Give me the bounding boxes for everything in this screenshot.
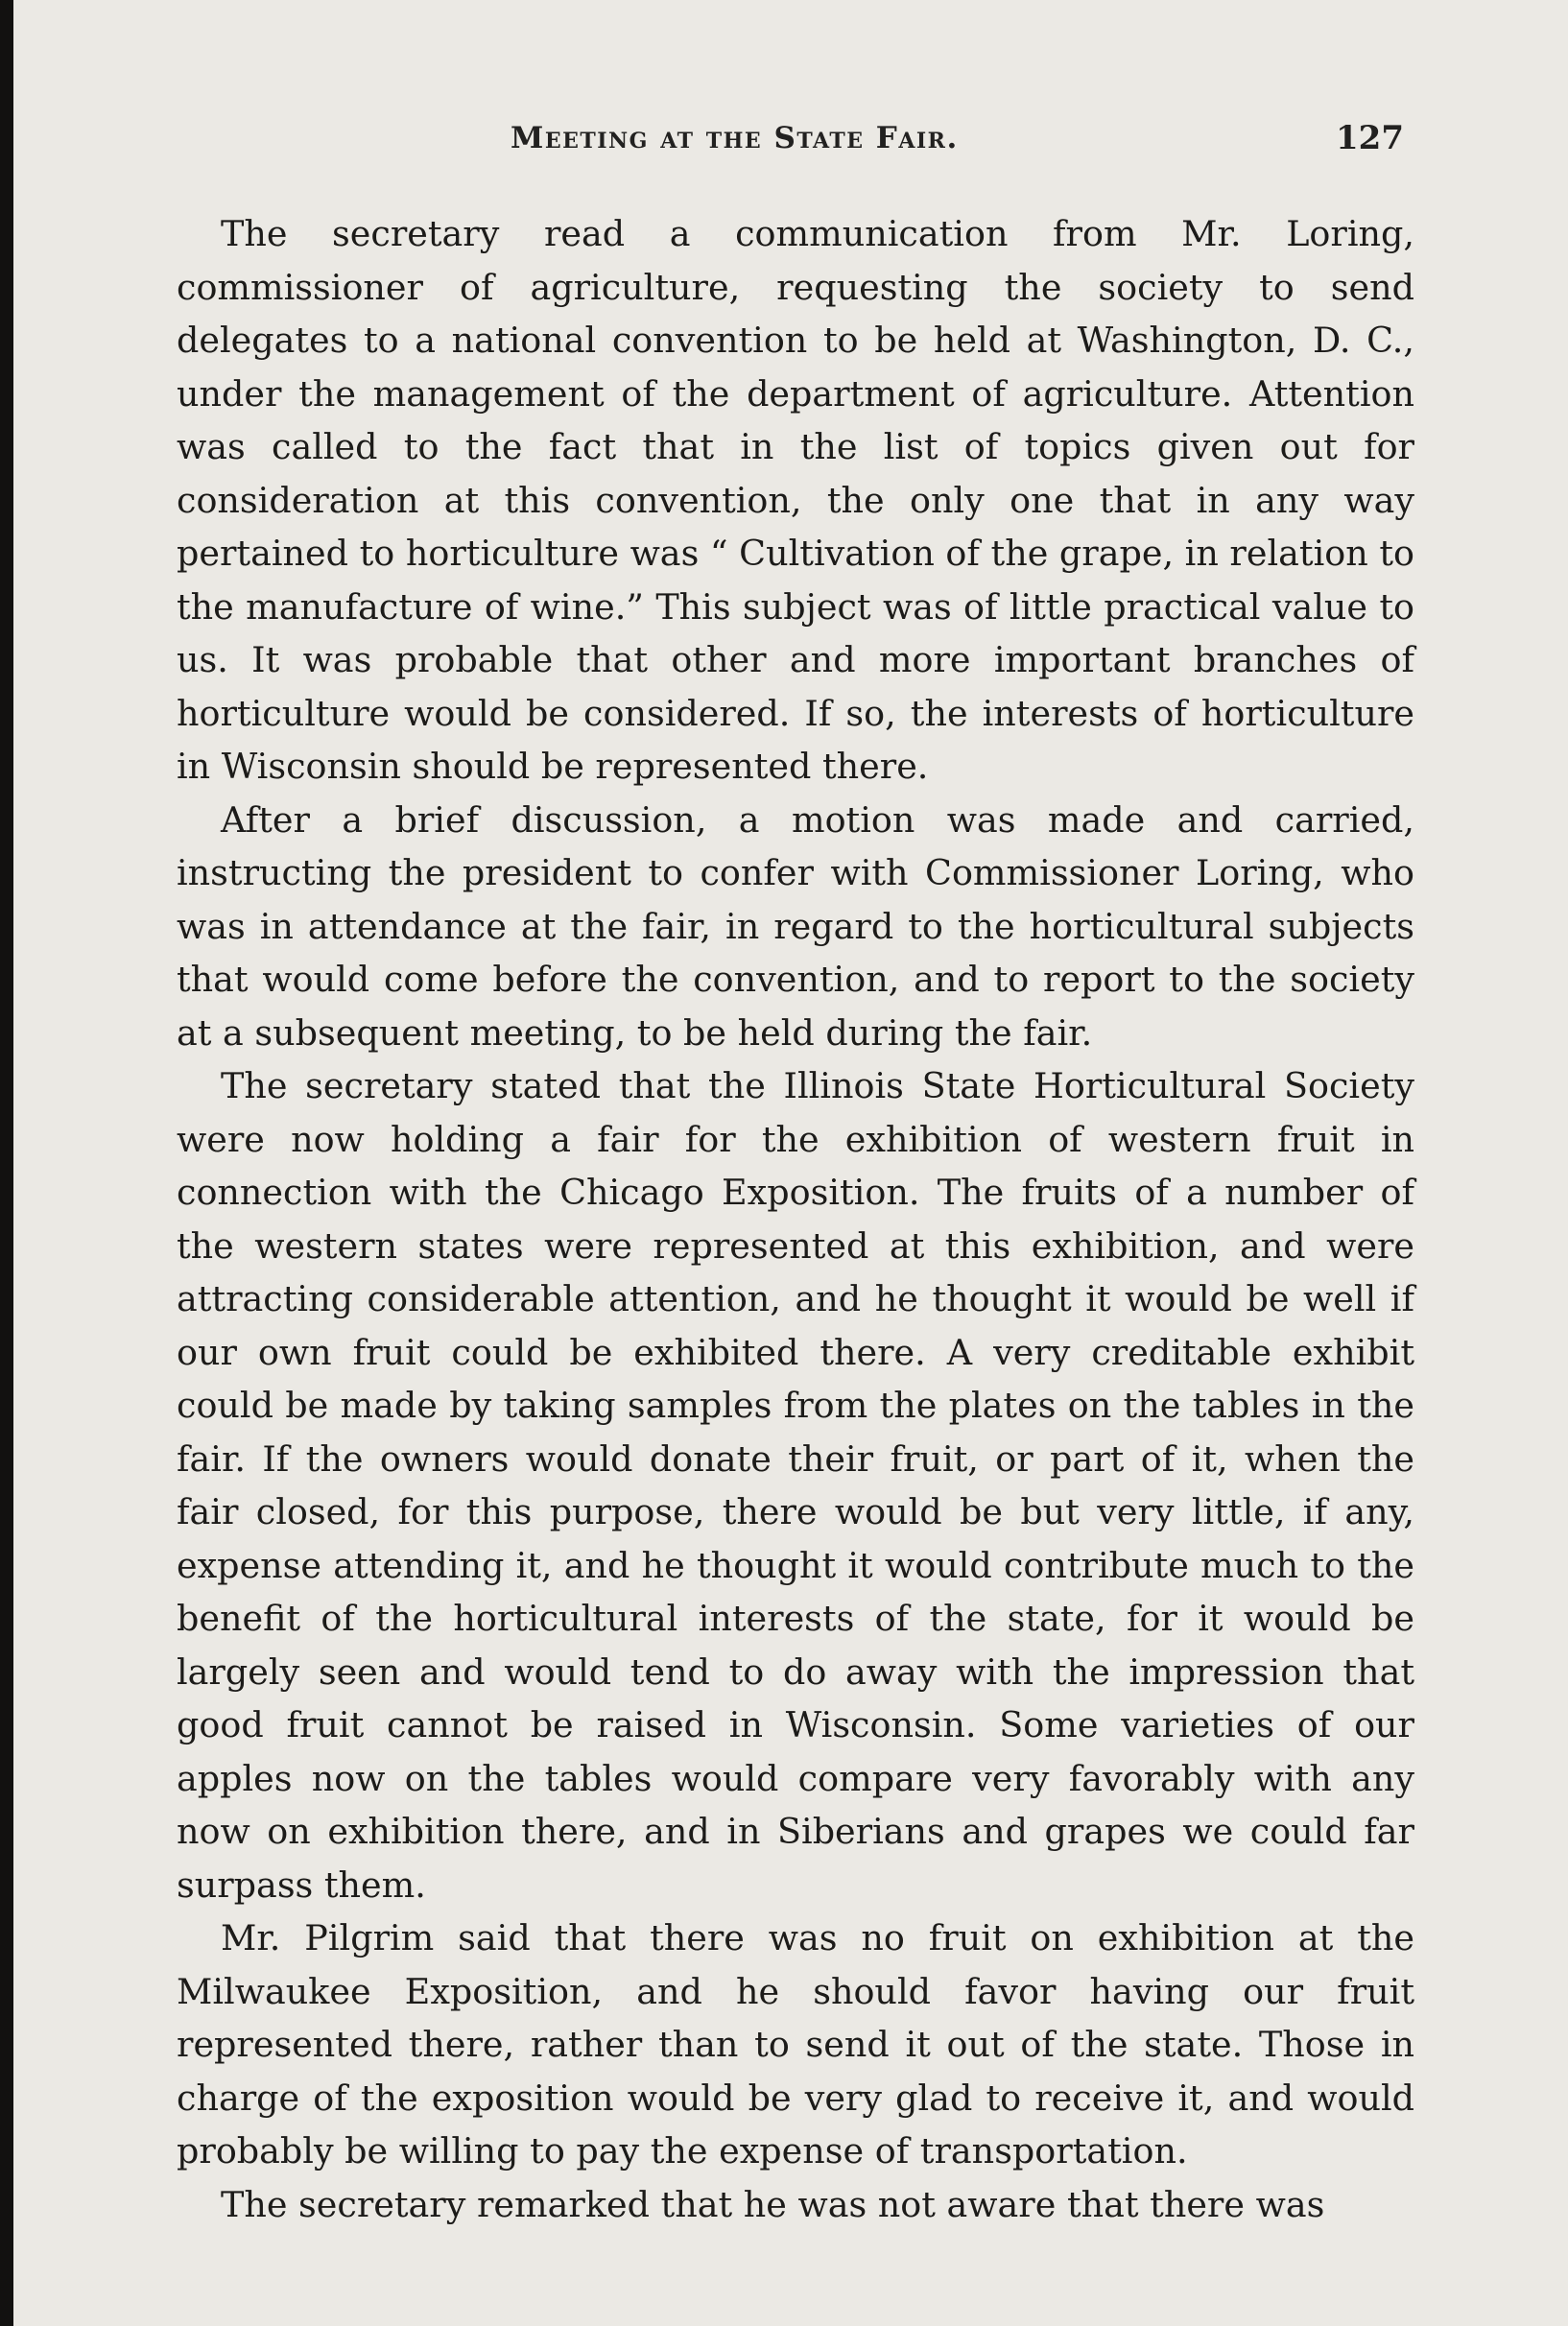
paragraph: The secretary remarked that he was not aware that there was (221, 2183, 1325, 2225)
paragraph: Mr. Pilgrim said that there was no fruit on exhibition at the Milwaukee Exposition, and he should favor having our fruit represented there, rather than to send it out of the state. Those in charge of the exposition would be very glad to receive it, and would probably be willing to pay the expense of transportation. (177, 1917, 1414, 2172)
page-number: 127 (1336, 119, 1404, 157)
page-binding-edge (0, 0, 13, 2326)
paragraph: After a brief discussion, a motion was made and carried, instructing the president to confer with Commissioner Loring, who was in attendance at the fair, in regard to the horticultural subjects that would come before the convention, and to report to the society at a subsequent meeting, to be held during the fair. (177, 798, 1414, 1054)
paragraph: The secretary stated that the Illinois State Horticultural Society were now holding a fair for the exhibition of western fruit in connection with the Chicago Exposition. The fruits of a number of the western states were represented at this exhibition, and were attracting considerable attention, and he thought it would be well if our own fruit could be exhibited there. A very creditable exhibit could be made by taking samples from the plates on the tables in the fair. If the owners would donate their fruit, or part of it, when the fair closed, for this purpose, there would be but very little, if any, expense attending it, and he thought it would contribute much to the benefit of the horticultural interests of the state, for it would be largely seen and would tend to do away with the impression that good fruit cannot be raised in Wisconsin. Some varieties of our apples now on the tables would compare very favorably with any now on exhibition there, and in Siberians and grapes we could far surpass them. (177, 1065, 1414, 1906)
page-header (13, 113, 1568, 171)
paragraph: The secretary read a communication from Mr. Loring, commissioner of agriculture, requesting the society to send delegates to a national convention to be held at Washington, D. C., under the management of the department of agriculture. Attention was called to the fact that in the list of topics given out for consideration at this convention, the only one that in any way pertained to horticulture was “ Cultivation of the grape, in relation to the manufacture of wine.” This subject was of little practical value to us. It was probable that other and more important branches of horticulture would be considered. If so, the interests of horticulture in Wisconsin should be represented there. (177, 213, 1414, 787)
book-page (13, 0, 1568, 2326)
page-body (177, 207, 1414, 2231)
running-head: Meeting at the State Fair. (511, 121, 959, 155)
